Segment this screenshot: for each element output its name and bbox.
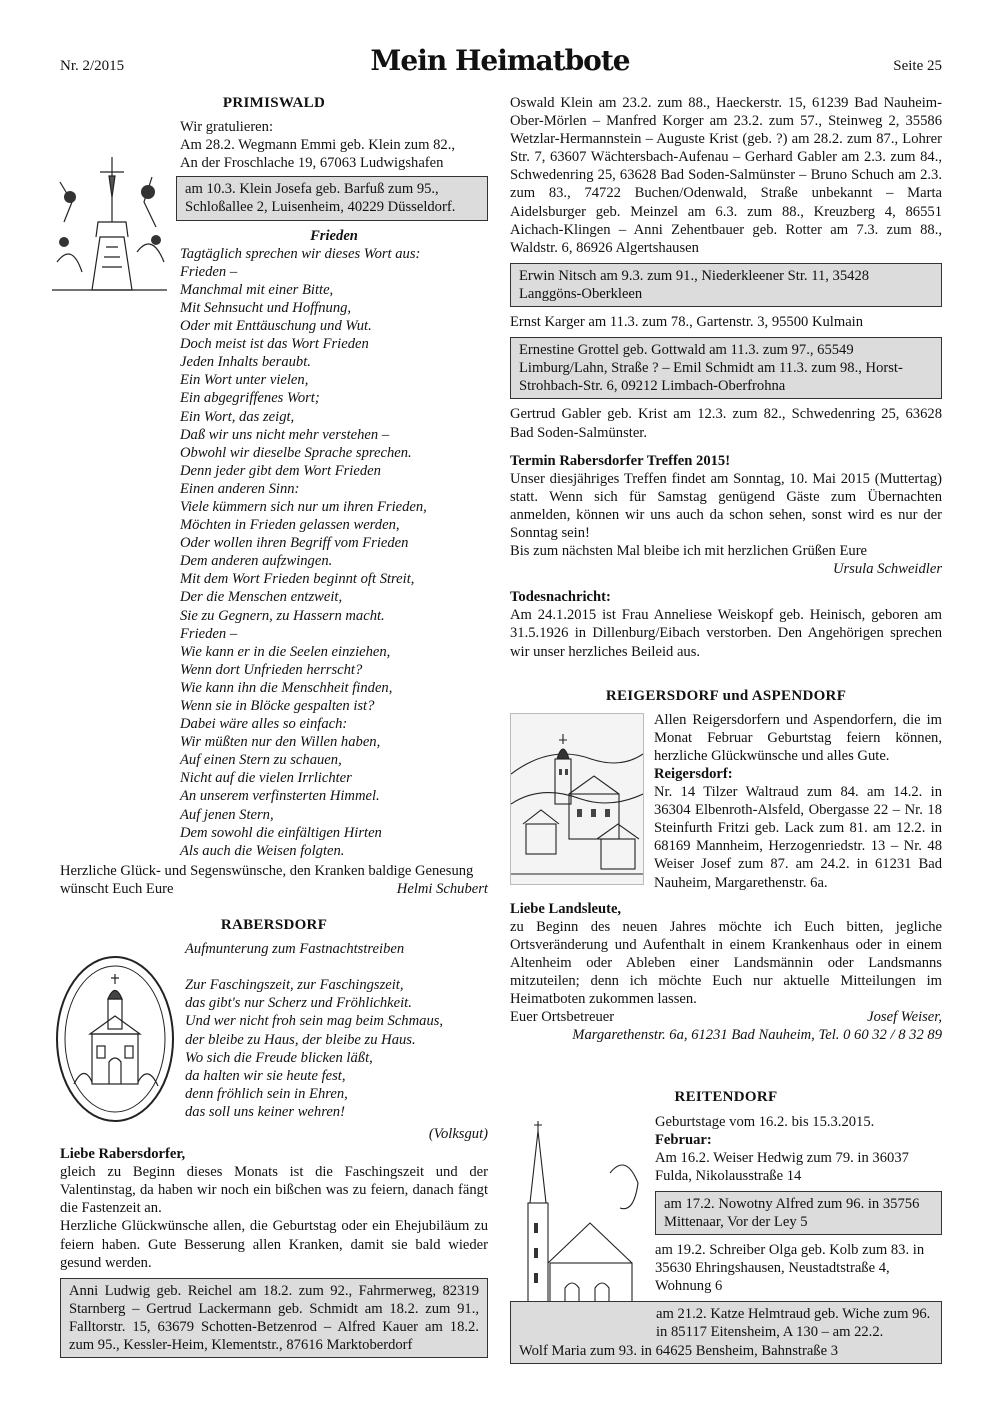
ortsbetreuer-label: Euer Ortsbetreuer: [510, 1009, 615, 1026]
entry-karger: Ernst Karger am 11.3. zum 78., Gartenstr. 3, 95500 Kulmain: [510, 314, 864, 331]
village-church-illustration: [510, 713, 644, 885]
poem-line: Dem anderen aufzwingen.: [180, 553, 333, 570]
poem-line: Wie kann er in die Seelen einziehen,: [180, 643, 391, 660]
poem-line: Viele kümmern sich nur um ihren Frieden,: [180, 498, 427, 515]
poem-line: Wir müßten nur den Willen haben,: [180, 734, 381, 751]
poem-line: der bleibe zu Haus, der bleibe zu Haus.: [185, 1031, 416, 1048]
termin-closing: Bis zum nächsten Mal bleibe ich mit herzlichen Grüßen Eure: [510, 543, 868, 560]
primiswald-intro-line: An der Froschlache 19, 67063 Ludwigshafen: [180, 155, 444, 172]
reitendorf-dates: Geburtstage vom 16.2. bis 15.3.2015.: [655, 1113, 875, 1130]
poem-line: Und wer nicht froh sein mag beim Schmaus,: [185, 1013, 444, 1030]
termin-heading: Termin Rabersdorfer Treffen 2015!: [510, 452, 731, 469]
poem-line: Auf jenen Stern,: [180, 806, 274, 823]
poem-line: Einen anderen Sinn:: [180, 480, 300, 497]
signature-weiser: Josef Weiser,: [867, 1009, 942, 1026]
poem-line: Zur Faschingszeit, zur Faschingszeit,: [185, 977, 404, 994]
section-heading-reigersdorf: REIGERSDORF und ASPENDORF: [605, 687, 847, 704]
poem-line: Doch meist ist das Wort Frieden: [180, 336, 369, 353]
obituary-text: Am 24.1.2015 ist Frau Anneliese Weiskopf geb. Heinisch, geboren am 31.5.1926 in Dillenburg/Eibach verstorben. Den Angehörigen sprechen wir unser herzliches Beileid aus.: [510, 607, 942, 660]
highlight-box-nowotny: am 17.2. Nowotny Alfred zum 96. in 35756 Mittenaar, Vor der Ley 5: [655, 1191, 942, 1235]
poem-line: Nicht auf die vielen Irrlichter: [180, 770, 352, 787]
poem-line: Dabei wäre alles so einfach:: [180, 716, 348, 733]
box-line: Schloßallee 2, Luisenheim, 40229 Düsseldorf.: [185, 199, 456, 216]
signature-schweidler: Ursula Schweidler: [832, 561, 942, 578]
poem-line: Wenn sie in Blöcke gespalten ist?: [180, 698, 375, 714]
poem-line: das gibt's nur Scherz und Fröhlichkeit.: [185, 995, 412, 1012]
left-column: [60, 94, 488, 1358]
landsleute-greeting: Liebe Landsleute,: [510, 900, 622, 917]
poem-line: Ein abgegriffenes Wort;: [180, 390, 320, 407]
poem-frieden: [180, 245, 488, 860]
birthday-list-continued: Oswald Klein am 23.2. zum 88., Haeckerstr. 15, 61239 Bad Nauheim-Ober-Mörlen – Manfred Korger am 23.2. zum 57., Steinweg 2, 35586 Wetzlar-Hermannstein – Auguste Krist (geb. ?) am 28.2. zum 87., Lohrer Str. 7, 63607 Wächtersbach-Aufenau – Gerhard Gabler am 2.3. zum 84., Schwedenring 25, 63628 Bad Soden-Salmünster – Bruno Schuch am 2.3. zum 83., 74722 Buchen/Odenwald, Straße unbekannt – Marta Aidelsburger geb. Meinzel am 6.3. zum 88., Kreuzberg 4, 86551 Aichach-Klingen – Anni Zehentbauer geb. Rotter am 7.3. zum 88., Waldstr. 6, 86926 Algertshausen: [510, 95, 942, 256]
termin-text: Unser diesjähriges Treffen findet am Sonntag, 10. Mai 2015 (Muttertag) statt. Wenn sich für Samstag genügend Gäste zum Übernachten anmelden, können wir uns auch da schon sehen, sonst wird es nur der Sonntag sein!: [510, 470, 942, 541]
poem-line: Wie kann ihn die Menschheit finden,: [180, 679, 393, 696]
section-heading-reitendorf: REITENDORF: [674, 1089, 778, 1106]
poem-line: Wo sich die Freude blicken läßt,: [185, 1049, 373, 1066]
issue-number: Nr. 2/2015: [60, 58, 125, 74]
highlight-box-nitsch: Erwin Nitsch am 9.3. zum 91., Niederkleener Str. 11, 35428 Langgöns-Oberkleen: [510, 263, 942, 307]
rabersdorf-text-1: gleich zu Beginn dieses Monats ist die Faschingszeit und der Valentinstag, da haben wir noch ein bißchen was zu feiern, danach fängt die Fastenzeit an.: [60, 1164, 488, 1217]
poem-line: Mit dem Wort Frieden beginnt oft Streit,: [180, 571, 415, 588]
poem-line: Ein Wort, das zeigt,: [180, 408, 295, 425]
poem-source: (Volksgut): [428, 1125, 488, 1142]
poem-line: An unserem verfinsterten Himmel.: [180, 788, 380, 805]
poem-line: Sie zu Gegnern, zu Hassern macht.: [180, 607, 385, 624]
poem-line: Frieden –: [180, 263, 238, 280]
highlight-box-katze: [510, 1301, 942, 1363]
rabersdorf-text-2: Herzliche Glückwünsche allen, die Geburtstag oder ein Ehejubiläum zu feiern haben. Gute Besserung allen Kranken, damit sie bald wieder gesund werden.: [60, 1218, 488, 1271]
primiswald-intro-line: Am 28.2. Wegmann Emmi geb. Klein zum 82.,: [180, 137, 455, 154]
highlight-box-klein: [176, 176, 488, 220]
rabersdorf-greeting: Liebe Rabersdorfer,: [60, 1146, 186, 1163]
poem-line: Frieden –: [180, 625, 238, 642]
reitendorf-month: Februar:: [655, 1131, 712, 1148]
poem-line: das soll uns keiner wehren!: [185, 1103, 345, 1120]
chapel-seal-illustration: [54, 954, 176, 1124]
obituary-heading: Todesnachricht:: [510, 589, 611, 606]
poem-line: Wenn dort Unfrieden herrscht?: [180, 661, 363, 678]
landsleute-body: zu Beginn des neuen Jahres möchte ich Euch bitten, jegliche Ortsveränderung und Aufenthalt in einem Krankenhaus oder in einem Altenheim oder Ableben einer Landsmännin oder Landsmanns mitzuteilen; denn ich möchte Euch nur aktuelle Mitteilungen im Heimatboten zukommen lassen.: [510, 918, 942, 1008]
section-heading-primiswald: PRIMISWALD: [222, 95, 326, 111]
poem-line: Oder mit Enttäuschung und Wut.: [180, 318, 372, 335]
poem-line: Dem sowohl die einfältigen Hirten: [180, 824, 382, 841]
poem-line: Möchten in Frieden gelassen werden,: [180, 517, 400, 534]
poem-line: Oder wollen ihren Begriff vom Frieden: [180, 535, 409, 552]
highlight-box-grottel: Ernestine Grottel geb. Gottwald am 11.3. zum 97., 65549 Limburg/Lahn, Straße ? – Emil Schmidt am 11.3. zum 98., Horst-Strohbach-Str. 6, 09212 Limbach-Oberfrohna: [510, 337, 942, 399]
primiswald-closing-2: wünscht Euch Eure: [60, 880, 174, 897]
poem-line: Denn jeder gibt dem Wort Frieden: [180, 462, 381, 479]
poem-line: Der die Menschen entzweit,: [180, 589, 343, 606]
poem-title-fastnacht: Aufmunterung zum Fastnachtstreiben: [185, 941, 405, 958]
weiser-address: Margarethenstr. 6a, 61231 Bad Nauheim, Tel. 0 60 32 / 8 32 89: [572, 1027, 942, 1044]
right-column: [510, 94, 942, 1364]
reitendorf-entry-2: am 19.2. Schreiber Olga geb. Kolb zum 83. in 35630 Ehringshausen, Neustadtstraße 4, Wohnung 6: [655, 1242, 925, 1295]
reigersdorf-subheading: Reigersdorf:: [654, 766, 733, 782]
page-number: Seite 25: [893, 58, 942, 74]
poem-line: Obwohl wir dieselbe Sprache sprechen.: [180, 444, 412, 461]
reitendorf-entry-1: Am 16.2. Weiser Hedwig zum 79. in 36037 Fulda, Nikolausstraße 14: [655, 1149, 909, 1184]
reigersdorf-intro: Allen Reigersdorfern und Aspendorfern, die im Monat Februar Geburtstag feiern können, herzliche Glückwünsche und alles Gute.: [654, 711, 942, 764]
poem-line: Daß wir uns nicht mehr verstehen –: [180, 426, 390, 443]
entry-gabler: Gertrud Gabler geb. Krist am 12.3. zum 82., Schwedenring 25, 63628 Bad Soden-Salmünster.: [510, 406, 942, 441]
highlight-box-ludwig: Anni Ludwig geb. Reichel am 18.2. zum 92., Fahrmerweg, 82319 Starnberg – Gertrud Lackermann geb. Schmidt am 18.2. zum 91., Falltorstr. 15, 63679 Schotten-Betzenrod – Alfred Kauer am 18.2. zum 95., Kessler-Heim, Klementstr., 87616 Marktoberdorf: [60, 1278, 488, 1358]
poem-line: Jeden Inhalts beraubt.: [180, 354, 311, 371]
wolf-line: Wolf Maria zum 93. in 64625 Bensheim, Bahnstraße 3: [519, 1342, 839, 1359]
signature-schubert: Helmi Schubert: [396, 880, 488, 897]
poem-line: Manchmal mit einer Bitte,: [180, 281, 334, 298]
section-heading-rabersdorf: RABERSDORF: [220, 917, 328, 934]
wayside-cross-illustration: [52, 142, 167, 292]
poem-fastnacht: [185, 976, 488, 1121]
poem-line: Ein Wort unter vielen,: [180, 372, 309, 389]
primiswald-closing: Herzliche Glück- und Segenswünsche, den Kranken baldige Genesung: [60, 862, 474, 879]
poem-line: Mit Sehnsucht und Hoffnung,: [180, 299, 352, 316]
masthead-title: Mein Heimatbote: [370, 44, 630, 77]
poem-line: Auf einen Stern zu schauen,: [180, 752, 342, 769]
primiswald-intro-line: Wir gratulieren:: [180, 119, 274, 136]
reigersdorf-birthdays: Nr. 14 Tilzer Waltraud zum 84. am 14.2. in 36304 Elbenroth-Alsfeld, Obergasse 22 – Nr. 18 Steinfurth Fritzi geb. Lack zum 81. am 12.2. in 68169 Mannheim, Herzogenriedstr. 13 – Nr. 48 Weiser Josef zum 87. am 24.2. in 61231 Bad Nauheim, Margarethenstr. 6a.: [654, 784, 942, 891]
poem-title-frieden: Frieden: [310, 227, 358, 244]
poem-line: denn fröhlich sein in Ehren,: [185, 1085, 348, 1102]
poem-line: da halten wir sie heute fest,: [185, 1067, 346, 1084]
poem-line: Als auch die Weisen folgten.: [180, 842, 345, 859]
box-line: am 10.3. Klein Josefa geb. Barfuß zum 95.,: [185, 181, 439, 198]
katze-line: am 21.2. Katze Helmtraud geb. Wiche zum 96. in 85117 Eitensheim, A 130 – am 22.2.: [656, 1306, 931, 1341]
poem-line: Tagtäglich sprechen wir dieses Wort aus:: [180, 245, 421, 262]
